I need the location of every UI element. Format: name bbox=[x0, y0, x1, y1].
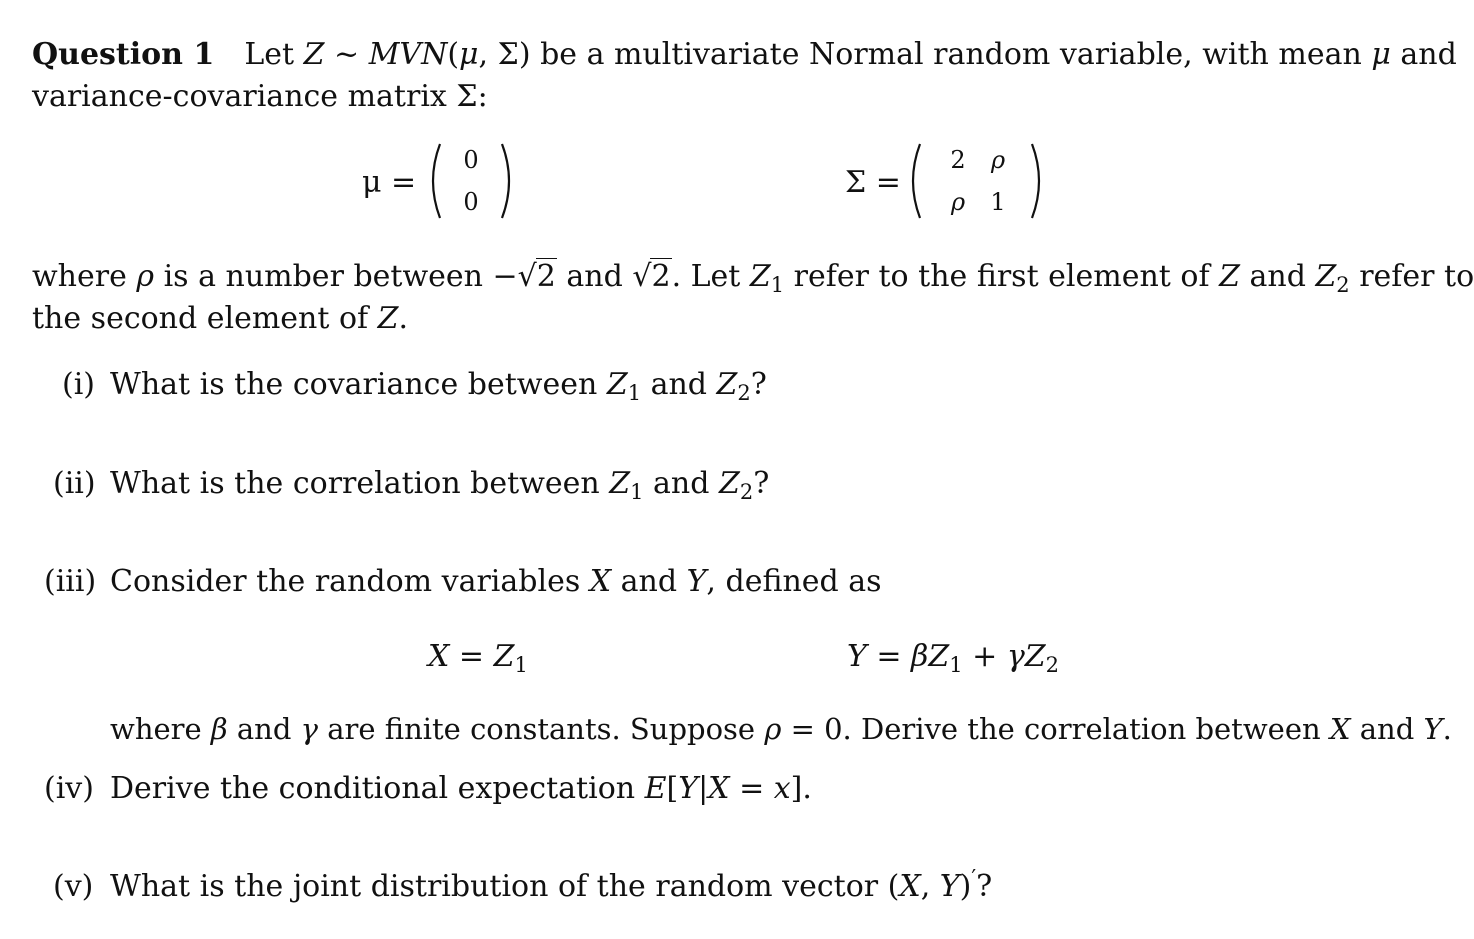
text: [ bbox=[666, 771, 679, 806]
text: ? bbox=[976, 869, 993, 904]
where-line-1 bbox=[32, 259, 1474, 297]
text: the second element of bbox=[32, 301, 378, 336]
math-mu: μ bbox=[1371, 37, 1391, 72]
where-line-2 bbox=[32, 301, 409, 336]
mu-label: μ = bbox=[362, 165, 417, 200]
text: What is the covariance between bbox=[110, 367, 607, 402]
text: Consider the random variables bbox=[110, 564, 590, 599]
part-i-label: (i) bbox=[62, 367, 96, 402]
prime: ′ bbox=[971, 865, 977, 890]
part-iii-label: (iii) bbox=[44, 564, 97, 599]
text: . bbox=[1442, 712, 1452, 746]
sqrt-symbol: √2 bbox=[517, 259, 556, 294]
equation-x bbox=[428, 639, 528, 677]
sigma-matrix bbox=[906, 140, 1046, 222]
math-z: Z bbox=[1315, 259, 1337, 294]
part-ii-label: (ii) bbox=[53, 466, 96, 501]
math-rho: ρ bbox=[136, 259, 155, 294]
math-e: E bbox=[644, 771, 667, 806]
math-z: Z bbox=[749, 259, 771, 294]
math-z: Z bbox=[493, 639, 515, 674]
text: are finite constants. Suppose bbox=[317, 712, 765, 746]
math-z: Z bbox=[718, 466, 740, 501]
math-x: X bbox=[708, 771, 730, 806]
math-gamma: γ bbox=[1006, 639, 1025, 674]
subscript: 1 bbox=[630, 479, 644, 504]
mu-vector bbox=[426, 140, 516, 222]
part-ii-text bbox=[110, 466, 770, 504]
text: and bbox=[1350, 712, 1424, 746]
text: where bbox=[32, 259, 137, 294]
math-z: Z bbox=[1219, 259, 1240, 294]
sqrt-radicand: 2 bbox=[536, 259, 556, 294]
part-i-text bbox=[110, 367, 767, 405]
subscript: 2 bbox=[737, 380, 751, 405]
math-z: Z bbox=[1024, 639, 1046, 674]
text: where bbox=[110, 712, 211, 746]
sigma-entry: 1 bbox=[990, 188, 1006, 216]
text: ]. bbox=[790, 771, 812, 806]
math-y: Y bbox=[686, 564, 707, 599]
math-z: Z bbox=[928, 639, 950, 674]
question-intro-line-1 bbox=[32, 37, 1457, 72]
math-gamma: γ bbox=[300, 712, 318, 746]
question-intro-line-2: variance-covariance matrix Σ: bbox=[32, 79, 488, 114]
equals: = bbox=[449, 639, 494, 674]
math-z: Z bbox=[606, 367, 628, 402]
text: ) bbox=[959, 869, 972, 904]
text: . bbox=[398, 301, 409, 336]
text: and bbox=[227, 712, 301, 746]
sigma-label: Σ = bbox=[845, 165, 901, 200]
text: , defined as bbox=[706, 564, 882, 599]
subscript: 1 bbox=[770, 272, 785, 297]
math-mu: μ bbox=[459, 37, 479, 72]
math-mvn: MVN bbox=[368, 37, 448, 72]
part-iii-text bbox=[110, 564, 882, 599]
text: = bbox=[729, 771, 774, 806]
text: and bbox=[611, 564, 687, 599]
math-y: Y bbox=[939, 869, 960, 904]
subscript: 2 bbox=[1336, 272, 1350, 297]
math-z: Z bbox=[609, 466, 631, 501]
math-x: X bbox=[428, 639, 450, 674]
math-y: Y bbox=[1423, 712, 1443, 746]
subscript: 2 bbox=[739, 479, 754, 504]
text: | bbox=[698, 771, 709, 806]
equals: = bbox=[866, 639, 912, 674]
text: and bbox=[643, 466, 719, 501]
math-y: Y bbox=[847, 639, 867, 674]
text: . Let bbox=[671, 259, 750, 294]
math-z: Z bbox=[716, 367, 738, 402]
text: is a number between − bbox=[154, 259, 518, 294]
text: and bbox=[1239, 259, 1316, 294]
plus: + bbox=[962, 639, 1007, 674]
sigma-entry: ρ bbox=[950, 188, 966, 216]
sigma-entry: 2 bbox=[950, 146, 966, 174]
part-iv-text bbox=[110, 771, 812, 806]
mu-entry: 0 bbox=[463, 146, 479, 174]
text: ? bbox=[750, 367, 767, 402]
part-iii-where bbox=[110, 712, 1452, 746]
text: , Σ) be a multivariate Normal random variable, with mean bbox=[478, 37, 1372, 72]
text: Derive the conditional expectation bbox=[110, 771, 645, 806]
text: Let bbox=[244, 37, 304, 72]
part-iv-label: (iv) bbox=[44, 771, 94, 806]
text: = 0. Derive the correlation between bbox=[781, 712, 1330, 746]
text: What is the correlation between bbox=[110, 466, 610, 501]
text: refer to bbox=[1349, 259, 1474, 294]
subscript: 1 bbox=[514, 652, 528, 677]
math-z: Z bbox=[303, 37, 325, 72]
text: ( bbox=[447, 37, 460, 72]
text: ~ bbox=[324, 37, 369, 72]
math-x: X bbox=[899, 869, 921, 904]
question-title: Question 1 bbox=[32, 37, 215, 72]
equation-y bbox=[847, 639, 1059, 677]
sqrt-symbol: √2 bbox=[632, 259, 671, 294]
mu-entry: 0 bbox=[463, 188, 479, 216]
text: and bbox=[1390, 37, 1457, 72]
math-z: Z bbox=[377, 301, 399, 336]
subscript: 1 bbox=[949, 652, 963, 677]
subscript: 2 bbox=[1045, 652, 1059, 677]
text: and bbox=[641, 367, 717, 402]
subscript: 1 bbox=[627, 380, 642, 405]
text: ? bbox=[753, 466, 770, 501]
math-y: Y bbox=[678, 771, 699, 806]
text: refer to the first element of bbox=[784, 259, 1220, 294]
math-x: X bbox=[589, 564, 612, 599]
math-x-lower: x bbox=[773, 771, 791, 806]
text: , bbox=[920, 869, 940, 904]
sigma-entry: ρ bbox=[990, 146, 1006, 174]
math-beta: β bbox=[911, 639, 929, 674]
sqrt-radicand: 2 bbox=[651, 259, 671, 294]
text: and bbox=[556, 259, 633, 294]
math-rho: ρ bbox=[764, 712, 782, 746]
part-v-text bbox=[110, 865, 993, 904]
math-x: X bbox=[1329, 712, 1351, 746]
math-beta: β bbox=[210, 712, 228, 746]
part-v-label: (v) bbox=[53, 869, 94, 904]
text: What is the joint distribution of the random vector ( bbox=[110, 869, 900, 904]
